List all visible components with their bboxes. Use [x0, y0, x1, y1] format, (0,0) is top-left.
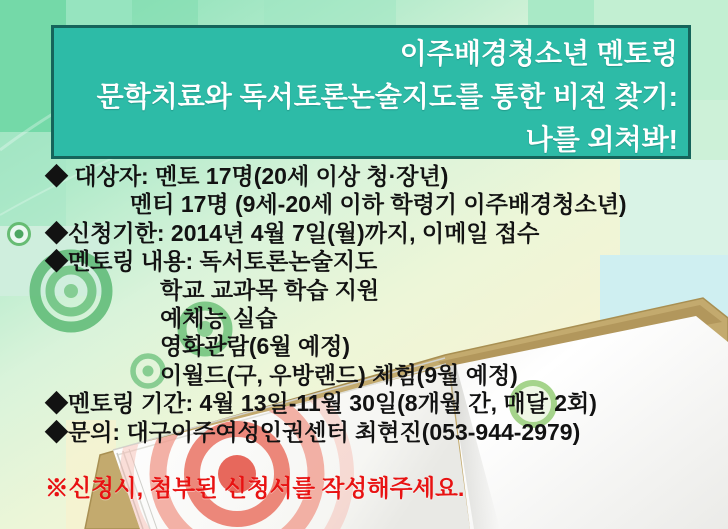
detail-content-movie: 영화관람(6월 예정) [160, 333, 351, 360]
program-details [0, 162, 728, 446]
detail-target-mentor: ◆ 대상자: 멘토 17명(20세 이상 청·장년) [45, 163, 449, 189]
banner-line-3: 나를 외쳐봐! [525, 124, 678, 155]
banner-line-2: 문학치료와 독서토론논술지도를 통한 비전 찾기: [96, 81, 678, 112]
detail-contact: ◆문의: 대구이주여성인권센터 최현진(053-944-2979) [45, 418, 581, 445]
application-notice: ※신청시, 첨부된 신청서를 작성해주세요. [45, 475, 465, 501]
detail-period: ◆멘토링 기간: 4월 13일-11월 30일(8개월 간, 매달 2회) [45, 390, 597, 417]
detail-content-arts: 예체능 실습 [160, 305, 278, 332]
detail-content: ◆멘토링 내용: 독서토론논술지도 [45, 248, 378, 275]
title-banner [51, 25, 691, 159]
detail-target-mentee: 멘티 17명 (9세-20세 이하 학령기 이주배경청소년) [130, 191, 627, 218]
detail-content-eworld: 이월드(구, 우방랜드) 체험(9월 예정) [160, 361, 518, 388]
detail-deadline: ◆신청기한: 2014년 4월 7일(월)까지, 이메일 접수 [45, 219, 540, 246]
detail-content-school: 학교 교과목 학습 지원 [160, 276, 380, 303]
banner-line-1: 이주배경청소년 멘토링 [399, 38, 678, 69]
